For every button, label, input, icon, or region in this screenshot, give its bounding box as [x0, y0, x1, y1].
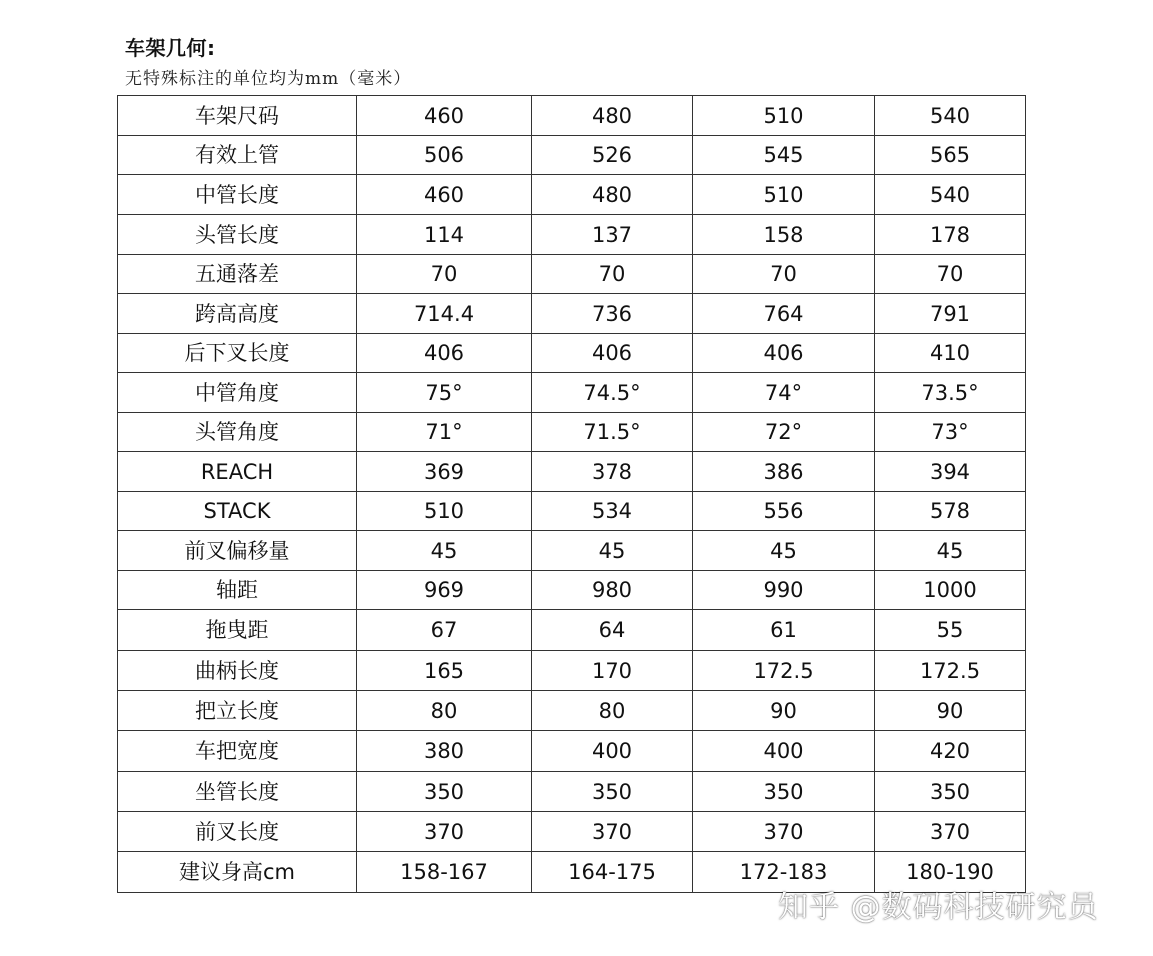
- table-cell: 506: [357, 136, 532, 175]
- table-cell: 565: [875, 136, 1026, 175]
- row-label: 曲柄长度: [118, 651, 357, 691]
- table-cell: 158: [693, 215, 875, 255]
- table-cell: 369: [357, 452, 532, 492]
- table-cell: 72°: [693, 413, 875, 452]
- table-cell: 70: [875, 255, 1026, 294]
- table-cell: 510: [693, 96, 875, 136]
- table-cell: 400: [532, 731, 693, 772]
- row-label: 中管角度: [118, 373, 357, 413]
- table-cell: 370: [693, 812, 875, 852]
- table-cell: 114: [357, 215, 532, 255]
- table-cell: 386: [693, 452, 875, 492]
- table-row: [118, 294, 1026, 334]
- table-row: [118, 731, 1026, 772]
- table-cell: 1000: [875, 571, 1026, 610]
- row-label: 坐管长度: [118, 772, 357, 812]
- table-row: [118, 691, 1026, 731]
- table-cell: 578: [875, 492, 1026, 531]
- table-cell: 370: [875, 812, 1026, 852]
- table-cell: 45: [693, 531, 875, 571]
- table-cell: 70: [357, 255, 532, 294]
- table-row: [118, 215, 1026, 255]
- table-cell: 172-183: [693, 852, 875, 893]
- table-cell: 164-175: [532, 852, 693, 893]
- table-cell: 980: [532, 571, 693, 610]
- table-cell: 736: [532, 294, 693, 334]
- row-label: 前叉偏移量: [118, 531, 357, 571]
- table-cell: 540: [875, 96, 1026, 136]
- table-cell: 990: [693, 571, 875, 610]
- table-row: [118, 852, 1026, 893]
- table-cell: 350: [357, 772, 532, 812]
- table-row: [118, 96, 1026, 136]
- table-cell: 74.5°: [532, 373, 693, 413]
- table-cell: 714.4: [357, 294, 532, 334]
- table-cell: 791: [875, 294, 1026, 334]
- table-cell: 90: [693, 691, 875, 731]
- table-row: [118, 812, 1026, 852]
- table-cell: 350: [532, 772, 693, 812]
- table-row: [118, 334, 1026, 373]
- table-row: [118, 452, 1026, 492]
- table-cell: 480: [532, 175, 693, 215]
- table-cell: 350: [875, 772, 1026, 812]
- table-cell: 969: [357, 571, 532, 610]
- table-cell: 90: [875, 691, 1026, 731]
- frame-geometry-table: [117, 95, 1026, 893]
- row-label: 把立长度: [118, 691, 357, 731]
- table-cell: 74°: [693, 373, 875, 413]
- table-row: [118, 175, 1026, 215]
- row-label: 头管角度: [118, 413, 357, 452]
- table-row: [118, 373, 1026, 413]
- table-cell: 480: [532, 96, 693, 136]
- table-row: [118, 413, 1026, 452]
- table-cell: 170: [532, 651, 693, 691]
- row-label: 车把宽度: [118, 731, 357, 772]
- table-cell: 137: [532, 215, 693, 255]
- row-label: 头管长度: [118, 215, 357, 255]
- table-cell: 178: [875, 215, 1026, 255]
- table-cell: 510: [693, 175, 875, 215]
- row-label: 轴距: [118, 571, 357, 610]
- table-cell: 378: [532, 452, 693, 492]
- row-label: 跨高高度: [118, 294, 357, 334]
- watermark: 知乎 @数码科技研究员: [778, 890, 1099, 925]
- table-cell: 510: [357, 492, 532, 531]
- row-label: 车架尺码: [118, 96, 357, 136]
- table-row: [118, 772, 1026, 812]
- table-cell: 70: [532, 255, 693, 294]
- unit-note: 无特殊标注的单位均为mm（毫米）: [125, 69, 412, 89]
- row-label: 前叉长度: [118, 812, 357, 852]
- table-cell: 534: [532, 492, 693, 531]
- table-cell: 61: [693, 610, 875, 651]
- table-cell: 420: [875, 731, 1026, 772]
- table-cell: 172.5: [875, 651, 1026, 691]
- table-cell: 73°: [875, 413, 1026, 452]
- table-cell: 545: [693, 136, 875, 175]
- table-cell: 406: [532, 334, 693, 373]
- row-label: 中管长度: [118, 175, 357, 215]
- row-label: 后下叉长度: [118, 334, 357, 373]
- table-cell: 406: [357, 334, 532, 373]
- table-cell: 71.5°: [532, 413, 693, 452]
- table-cell: 73.5°: [875, 373, 1026, 413]
- table-body: [118, 96, 1026, 893]
- table-cell: 45: [357, 531, 532, 571]
- table-cell: 460: [357, 96, 532, 136]
- section-title: 车架几何:: [125, 36, 216, 60]
- table-cell: 75°: [357, 373, 532, 413]
- table-row: [118, 651, 1026, 691]
- table-cell: 380: [357, 731, 532, 772]
- table-cell: 540: [875, 175, 1026, 215]
- table-cell: 350: [693, 772, 875, 812]
- table-row: [118, 531, 1026, 571]
- table-row: [118, 610, 1026, 651]
- row-label: REACH: [118, 452, 357, 492]
- table-cell: 80: [532, 691, 693, 731]
- table-cell: 70: [693, 255, 875, 294]
- table-cell: 400: [693, 731, 875, 772]
- row-label: 有效上管: [118, 136, 357, 175]
- table-cell: 158-167: [357, 852, 532, 893]
- table-row: [118, 492, 1026, 531]
- table-cell: 394: [875, 452, 1026, 492]
- row-label: 建议身高cm: [118, 852, 357, 893]
- table-cell: 71°: [357, 413, 532, 452]
- table-cell: 180-190: [875, 852, 1026, 893]
- table-cell: 64: [532, 610, 693, 651]
- table-cell: 55: [875, 610, 1026, 651]
- table-row: [118, 136, 1026, 175]
- table-cell: 410: [875, 334, 1026, 373]
- table-cell: 764: [693, 294, 875, 334]
- table-row: [118, 255, 1026, 294]
- table-cell: 370: [357, 812, 532, 852]
- table-cell: 80: [357, 691, 532, 731]
- table-cell: 406: [693, 334, 875, 373]
- table-cell: 172.5: [693, 651, 875, 691]
- table-cell: 460: [357, 175, 532, 215]
- table-cell: 526: [532, 136, 693, 175]
- table-row: [118, 571, 1026, 610]
- table-cell: 556: [693, 492, 875, 531]
- table-cell: 370: [532, 812, 693, 852]
- row-label: STACK: [118, 492, 357, 531]
- table-cell: 165: [357, 651, 532, 691]
- table-cell: 45: [875, 531, 1026, 571]
- row-label: 拖曳距: [118, 610, 357, 651]
- row-label: 五通落差: [118, 255, 357, 294]
- table-cell: 45: [532, 531, 693, 571]
- table-cell: 67: [357, 610, 532, 651]
